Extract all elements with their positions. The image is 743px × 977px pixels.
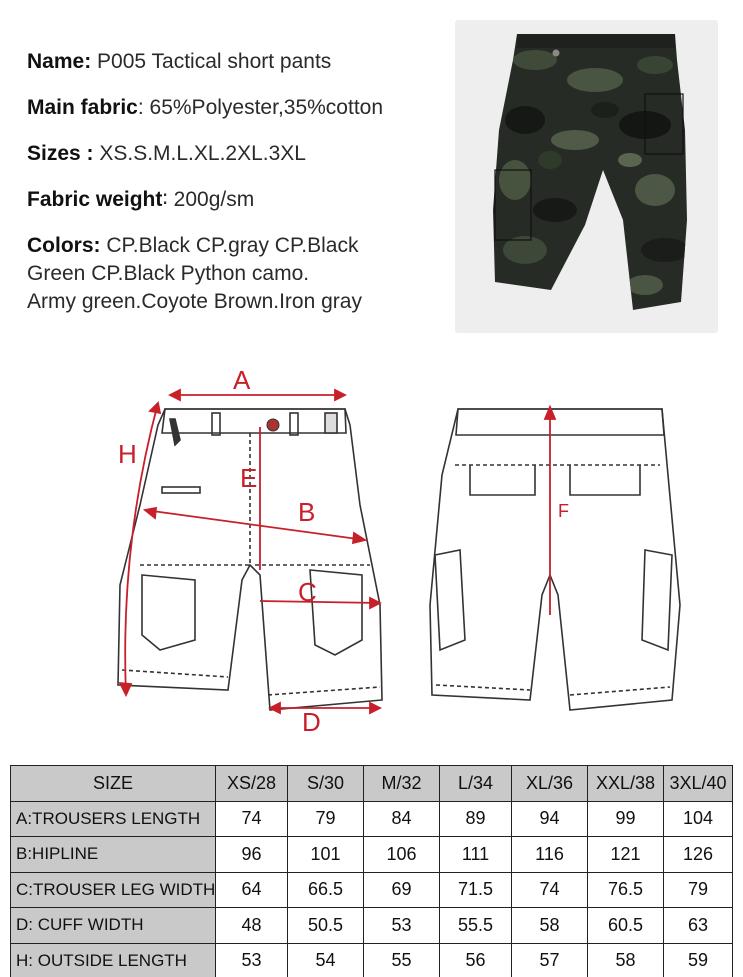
shorts-outline-drawing [100,365,700,745]
table-cell: 121 [588,837,664,873]
fabric-value: : 65%Polyester,35%cotton [137,96,384,119]
table-cell: 64 [216,872,288,908]
name-label: Name: [27,50,92,73]
table-cell: 84 [364,801,440,837]
back-cargo-pocket-left [435,550,465,650]
colors-line-2: Green CP.Black Python camo. [27,262,310,285]
table-cell: 58 [512,908,588,944]
label-b: B [298,497,316,527]
front-cargo-pocket-right [310,570,362,655]
table-cell: 63 [664,908,733,944]
weight-label: Fabric weight [27,188,163,211]
table-cell: 55.5 [440,908,512,944]
table-cell: 50.5 [288,908,364,944]
table-cell: 60.5 [588,908,664,944]
label-e: E [240,463,258,493]
table-cell: 79 [664,872,733,908]
back-shorts-outline [430,409,680,710]
table-row [11,943,733,977]
name-value: P005 Tactical short pants [91,50,332,73]
header-size-cell: S/30 [288,766,364,802]
table-cell: 106 [364,837,440,873]
table-row [11,908,733,944]
back-pocket-left [470,465,535,495]
table-cell: 74 [216,801,288,837]
table-cell: 59 [664,943,733,977]
back-waistband [456,409,664,435]
colors-label: Colors: [27,234,101,257]
label-c: C [298,577,317,607]
spec-colors [27,232,362,316]
row-label: B:HIPLINE [11,837,216,873]
table-cell: 79 [288,801,364,837]
table-cell: 96 [216,837,288,873]
front-pocket-slot [162,487,200,493]
row-label: C:TROUSER LEG WIDTH [11,872,216,908]
colors-line-1: CP.Black CP.gray CP.Black [100,234,359,257]
table-cell: 69 [364,872,440,908]
header-size-cell: 3XL/40 [664,766,733,802]
table-cell: 66.5 [288,872,364,908]
table-cell: 56 [440,943,512,977]
table-cell: 58 [588,943,664,977]
product-photo [455,20,718,333]
table-cell: 99 [588,801,664,837]
table-cell: 89 [440,801,512,837]
table-cell: 53 [364,908,440,944]
table-cell: 104 [664,801,733,837]
table-cell: 94 [512,801,588,837]
front-waistband [162,409,346,433]
spec-weight [27,186,254,214]
front-cargo-pocket-left [142,575,195,650]
table-header-row [11,766,733,802]
back-cargo-pocket-right [642,550,672,650]
header-size: SIZE [11,766,216,802]
table-cell: 111 [440,837,512,873]
table-cell: 55 [364,943,440,977]
sizes-label: Sizes : [27,142,94,165]
header-size-cell: XXL/38 [588,766,664,802]
spec-name [27,48,331,76]
row-label: D: CUFF WIDTH [11,908,216,944]
fabric-label: Main fabric [27,96,138,119]
header-size-cell: XS/28 [216,766,288,802]
weight-value: ∶ 200g/sm [162,188,255,211]
label-f: F [558,501,569,521]
label-a: A [233,365,251,395]
sizes-value: XS.S.M.L.XL.2XL.3XL [93,142,306,165]
table-cell: 57 [512,943,588,977]
header-size-cell: M/32 [364,766,440,802]
header-size-cell: L/34 [440,766,512,802]
row-label: A:TROUSERS LENGTH [11,801,216,837]
colors-line-3: Army green.Coyote Brown.Iron gray [27,290,362,313]
label-h: H [118,439,137,469]
row-label: H: OUTSIDE LENGTH [11,943,216,977]
table-cell: 71.5 [440,872,512,908]
spec-fabric [27,94,383,122]
camo-shorts-image [455,20,718,333]
size-chart-table [10,765,733,977]
size-diagram [100,365,700,745]
table-cell: 54 [288,943,364,977]
header-size-cell: XL/36 [512,766,588,802]
spec-sizes [27,140,306,168]
table-row [11,837,733,873]
table-cell: 48 [216,908,288,944]
table-row [11,801,733,837]
table-cell: 76.5 [588,872,664,908]
table-cell: 74 [512,872,588,908]
table-cell: 126 [664,837,733,873]
label-d: D [302,707,321,737]
table-cell: 101 [288,837,364,873]
table-cell: 53 [216,943,288,977]
table-row [11,872,733,908]
table-cell: 116 [512,837,588,873]
back-pocket-right [570,465,640,495]
